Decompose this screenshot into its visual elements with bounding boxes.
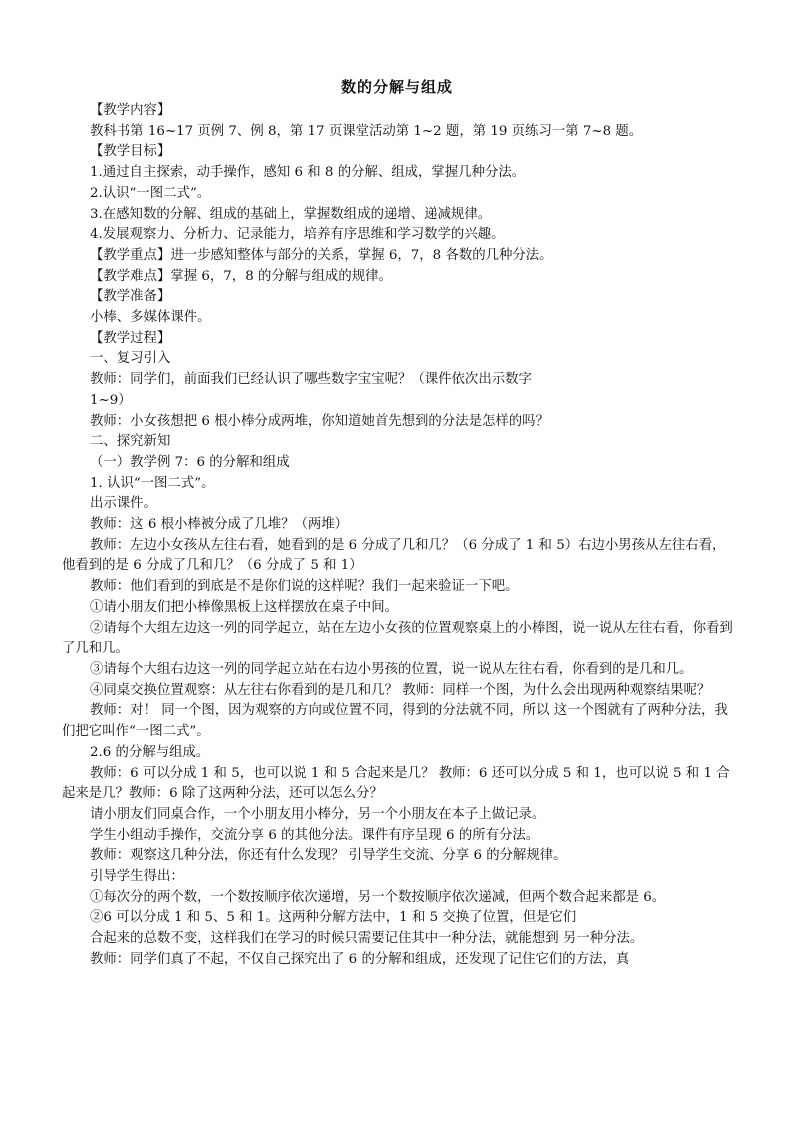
document-line: 教师：这 6 根小棒被分成了几堆？（两堆）	[90, 517, 349, 533]
document-line: ②请每个大组左边这一列的同学起立，站在左边小女孩的位置观察桌上的小棒图，说一说从左往右看，你看到了几和几。	[62, 620, 733, 657]
document-title: 数的分解与组成	[340, 78, 453, 96]
document-line: ③请每个大组右边这一列的同学起立站在右边小男孩的位置，说一说从左往右看，你看到的是几和几。	[90, 661, 693, 677]
document-body	[62, 101, 738, 971]
document-line: 【教学难点】掌握 6，7，8 的分解与组成的规律。	[90, 268, 392, 284]
document-line: ④同桌交换位置观察：从左往右你看到的是几和几？ 教师：同样一个图，为什么会出现两种观察结果呢？	[90, 682, 711, 698]
document-line: 教师：对！ 同一个图，因为观察的方向或位置不同，得到的分法就不同，所以 这一个图就有了两种分法，我们把它叫作“一图二式”。	[62, 703, 728, 740]
document-line: 【教学目标】	[90, 144, 171, 160]
document-line: （一）教学例 7：6 的分解和组成	[90, 454, 290, 470]
document-line: 4.发展观察力、分析力、记录能力，培养有序思维和学习数学的兴趣。	[90, 227, 505, 243]
document-line: 【教学内容】	[90, 103, 171, 118]
document-line: 2.6 的分解与组成。	[90, 744, 210, 760]
document-line: 请小朋友们同桌合作，一个小朋友用小棒分，另一个小朋友在本子上做记录。	[90, 806, 546, 822]
document-line: 【教学重点】进一步感知整体与部分的关系，掌握 6，7，8 各数的几种分法。	[90, 247, 553, 263]
document-line: 二、探究新知	[90, 434, 171, 450]
document-line: 教师：他们看到的到底是不是你们说的这样呢？我们一起来验证一下吧。	[90, 579, 519, 595]
document-line: 出示课件。	[90, 496, 157, 512]
document-line: 教师：小女孩想把 6 根小棒分成两堆，你知道她首先想到的分法是怎样的吗？	[90, 413, 549, 429]
document-line: 教师：同学们真了不起，不仅自己探究出了 6 的分解和组成，还发现了记住它们的方法，真	[90, 951, 630, 967]
document-line: 1.通过自主探索，动手操作，感知 6 和 8 的分解、组成，掌握几种分法。	[90, 165, 526, 181]
document-line: 1~9）	[90, 392, 132, 408]
document-line: 【教学过程】	[90, 330, 171, 346]
document-line: 教科书第 16~17 页例 7、例 8，第 17 页课堂活动第 1~2 题，第 19 页练习一第 7~8 题。	[90, 123, 643, 139]
document-line: ②6 可以分成 1 和 5、5 和 1。这两种分解方法中，1 和 5 交换了位置，但是它们	[90, 910, 577, 926]
document-line: ①请小朋友们把小棒像黑板上这样摆放在桌子中间。	[90, 599, 398, 615]
document-line: 教师：同学们，前面我们已经认识了哪些数字宝宝呢？（课件依次出示数字	[90, 372, 532, 388]
document-line: 合起来的总数不变，这样我们在学习的时候只需要记住其中一种分法，就能想到 另一种分法。	[90, 931, 644, 947]
document-line: 引导学生得出：	[90, 869, 184, 885]
document-line: 一、复习引入	[90, 351, 171, 367]
document-line: 学生小组动手操作，交流分享 6 的其他分法。课件有序呈现 6 的所有分法。	[90, 827, 540, 843]
document-line: 2.认识“一图二式”。	[90, 185, 211, 201]
document-line: 教师：6 可以分成 1 和 5，也可以说 1 和 5 合起来是几？ 教师：6 还可以分成 5 和 1，也可以说 5 和 1 合起来是几？教师：6 除了这两种分法，还可以怎么分？	[62, 765, 730, 802]
document-line: ①每次分的两个数，一个数按顺序依次递增，另一个数按顺序依次递减，但两个数合起来都是 6。	[90, 889, 666, 905]
document-line: 【教学准备】	[90, 289, 171, 305]
document-line: 教师：观察这几种分法，你还有什么发现？ 引导学生交流、分享 6 的分解规律。	[90, 848, 567, 864]
document-line: 小棒、多媒体课件。	[90, 310, 211, 326]
document-line: 1. 认识“一图二式”。	[90, 475, 215, 491]
document-line: 教师：左边小女孩从左往右看，她看到的是 6 分成了几和几？（6 分成了 1 和 5）右边小男孩从左往右看，他看到的是 6 分成了几和几？（6 分成了 5 和 1）	[62, 537, 726, 574]
document-line: 3.在感知数的分解、组成的基础上，掌握数组成的递增、递减规律。	[90, 206, 492, 222]
